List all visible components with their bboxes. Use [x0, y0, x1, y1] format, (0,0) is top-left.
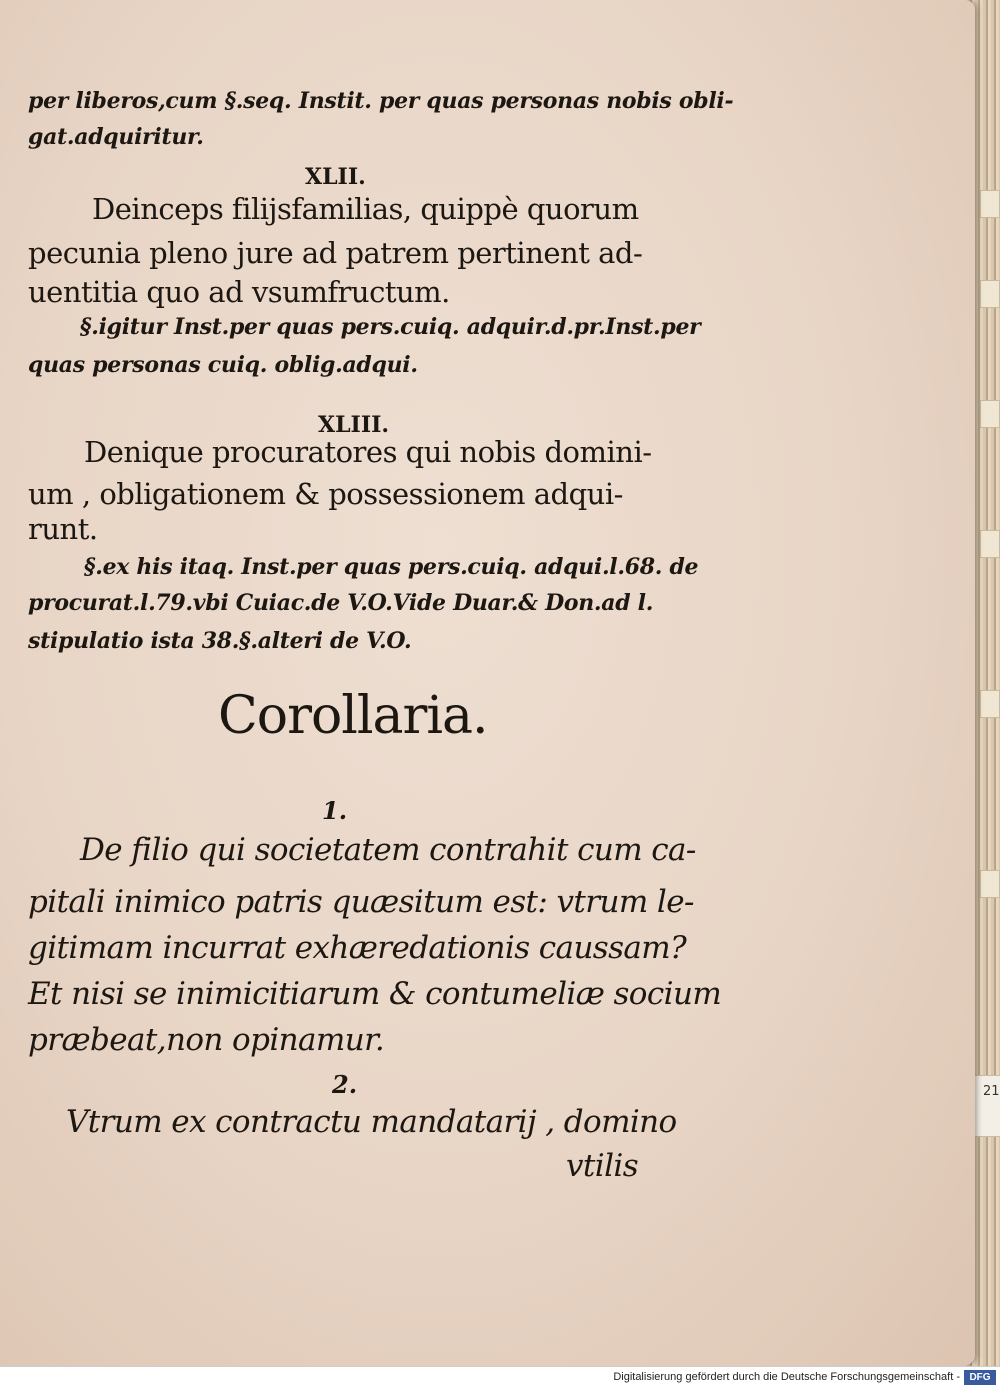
heading-corollaria: Corollaria. — [218, 686, 488, 746]
index-tab — [980, 690, 1000, 718]
footer-credit: Digitalisierung gefördert durch die Deutsche Forschungsgemeinschaft - — [613, 1371, 960, 1383]
text-line: Deinceps filijsfamilias, quippè quorum — [92, 192, 639, 226]
shelf-label-number: 21 — [983, 1084, 1000, 1099]
text-line: pecunia pleno jure ad patrem pertinent ad- — [28, 236, 643, 270]
dfg-logo: DFG — [964, 1370, 996, 1385]
index-tab — [980, 870, 1000, 898]
text-line: runt. — [28, 512, 98, 546]
text-line: gat.adquiritur. — [28, 124, 204, 150]
index-tab — [980, 530, 1000, 558]
item-number: 2. — [332, 1070, 358, 1099]
item-number: 1. — [322, 796, 348, 825]
index-tab — [980, 400, 1000, 428]
citation-line: quas personas cuiq. oblig.adqui. — [28, 352, 418, 378]
text-line: præbeat,non opinamur. — [28, 1022, 385, 1058]
text-line: Et nisi se inimicitiarum & contumeliæ socium — [28, 976, 722, 1012]
text-line: Vtrum ex contractu mandatarij , domino — [66, 1104, 677, 1140]
text-line: gitimam incurrat exhæredationis caussam? — [28, 930, 687, 966]
section-numeral: XLII. — [305, 164, 366, 190]
text-line: De filio qui societatem contrahit cum ca- — [80, 832, 696, 868]
index-tabs — [980, 170, 1000, 1170]
citation-line: stipulatio ista 38.§.alteri de V.O. — [28, 628, 412, 654]
footer-bar — [0, 1366, 1000, 1389]
citation-line: procurat.l.79.vbi Cuiac.de V.O.Vide Duar.& Don.ad l. — [28, 590, 654, 616]
text-line: per liberos,cum §.seq. Instit. per quas personas nobis obli- — [28, 88, 734, 114]
index-tab — [980, 280, 1000, 308]
text-line: Denique procuratores qui nobis domini- — [84, 435, 652, 469]
index-tab — [980, 190, 1000, 218]
section-numeral: XLIII. — [318, 412, 390, 438]
text-line: um , obligationem & possessionem adqui- — [28, 477, 623, 511]
text-line: pitali inimico patris quæsitum est: vtrum le- — [28, 884, 694, 920]
catchword: vtilis — [566, 1148, 639, 1184]
text-line: uentitia quo ad vsumfructum. — [28, 275, 450, 309]
citation-line: §.igitur Inst.per quas pers.cuiq. adquir.d.pr.Inst.per — [80, 314, 701, 340]
citation-line: §.ex his itaq. Inst.per quas pers.cuiq. adqui.l.68. de — [84, 554, 699, 580]
